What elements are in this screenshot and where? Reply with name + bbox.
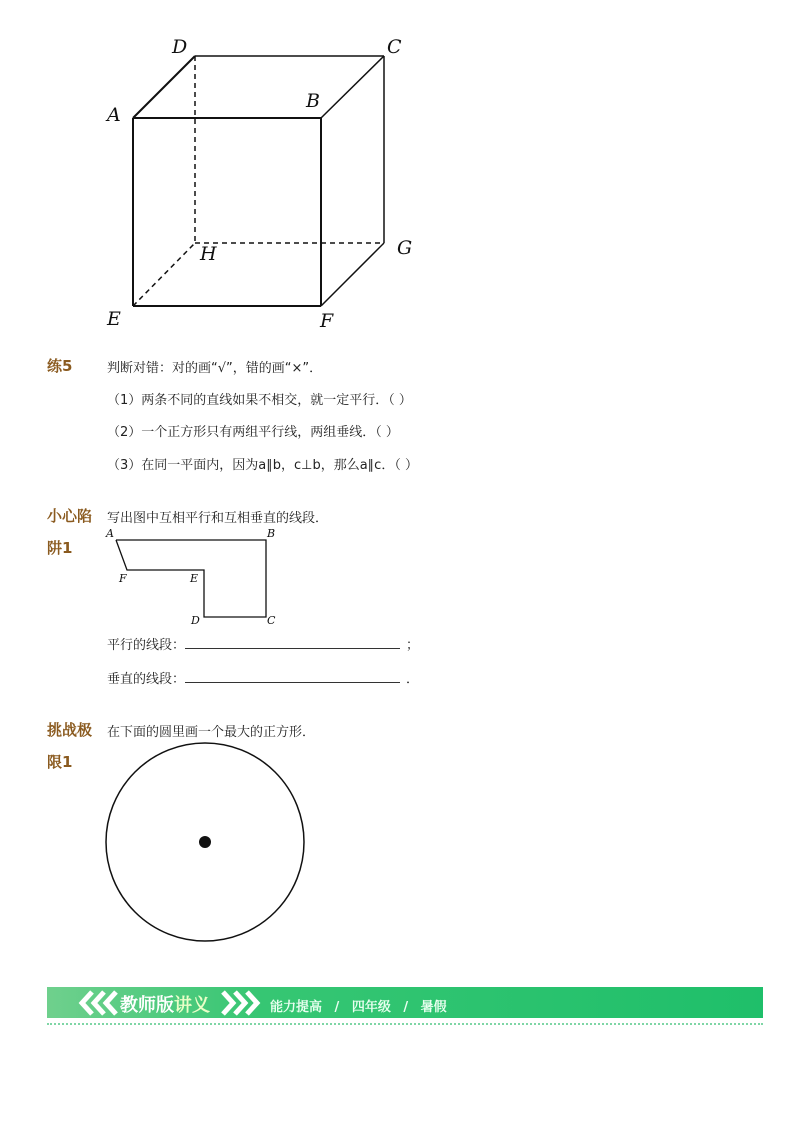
trap-label-line2: 阱1 <box>47 539 73 557</box>
trap-label-line1: 小心陷 <box>47 507 93 525</box>
trap-label-a: A <box>106 527 114 540</box>
exercise5-item-2: （2）一个正方形只有两组平行线，两组垂线．（ ） <box>107 425 399 440</box>
exercise5-instruction: 判断对错：对的画“√”，错的画“×”． <box>107 361 323 376</box>
challenge-label-line2: 限1 <box>47 753 73 771</box>
chevron-left-icon <box>70 989 120 1017</box>
cube-label-a: A <box>107 104 121 126</box>
breadcrumb-separator: / <box>334 1000 340 1015</box>
trap-label-d: D <box>191 614 200 627</box>
trap-figure <box>100 528 300 628</box>
breadcrumb-item-grade: 四年级 <box>351 1000 391 1015</box>
parallel-end-mark: ； <box>406 638 420 653</box>
challenge-instruction: 在下面的圆里画一个最大的正方形． <box>107 725 316 740</box>
cube-label-c: C <box>387 36 402 58</box>
perpendicular-end-mark: ． <box>406 672 420 687</box>
footer-title-part1: 教师版 <box>120 995 174 1016</box>
trap-label-e: E <box>190 572 199 585</box>
perpendicular-label: 垂直的线段： <box>107 672 186 687</box>
footer-dotted-divider <box>47 1023 763 1025</box>
cube-label-d: D <box>172 36 188 58</box>
cube-label-g: G <box>397 237 413 259</box>
footer-breadcrumb <box>270 996 447 1015</box>
chevron-right-icon <box>219 989 269 1017</box>
footer-title-part2: 讲义 <box>174 995 210 1016</box>
footer-title <box>120 991 210 1017</box>
exercise5-item-3: （3）在同一平面内，因为a∥b，c⊥b，那么a∥c．（ ） <box>107 458 418 473</box>
exercise5-item-1: （1）两条不同的直线如果不相交，就一定平行．（ ） <box>107 393 412 408</box>
challenge-label-line1: 挑战极 <box>47 721 93 739</box>
parallel-answer-blank[interactable] <box>185 636 400 649</box>
breadcrumb-separator: / <box>403 1000 409 1015</box>
cube-label-b: B <box>306 90 320 112</box>
cube-label-f: F <box>320 310 334 332</box>
cube-label-e: E <box>107 308 121 330</box>
trap-label-b: B <box>267 527 276 540</box>
trap-label-f: F <box>119 572 127 585</box>
parallel-label: 平行的线段： <box>107 638 186 653</box>
trap-label-c: C <box>267 614 276 627</box>
parallel-answer-line <box>107 634 419 653</box>
circle-center-dot <box>199 836 211 848</box>
breadcrumb-item-ability: 能力提高 <box>270 1000 323 1015</box>
perpendicular-answer-blank[interactable] <box>185 670 400 683</box>
exercise5-label: 练5 <box>47 357 73 375</box>
perpendicular-answer-line <box>107 668 419 687</box>
trap-instruction: 写出图中互相平行和互相垂直的线段． <box>107 511 329 526</box>
circle-figure <box>100 737 315 952</box>
breadcrumb-item-season: 暑假 <box>420 1000 447 1015</box>
cube-label-h: H <box>200 243 217 265</box>
